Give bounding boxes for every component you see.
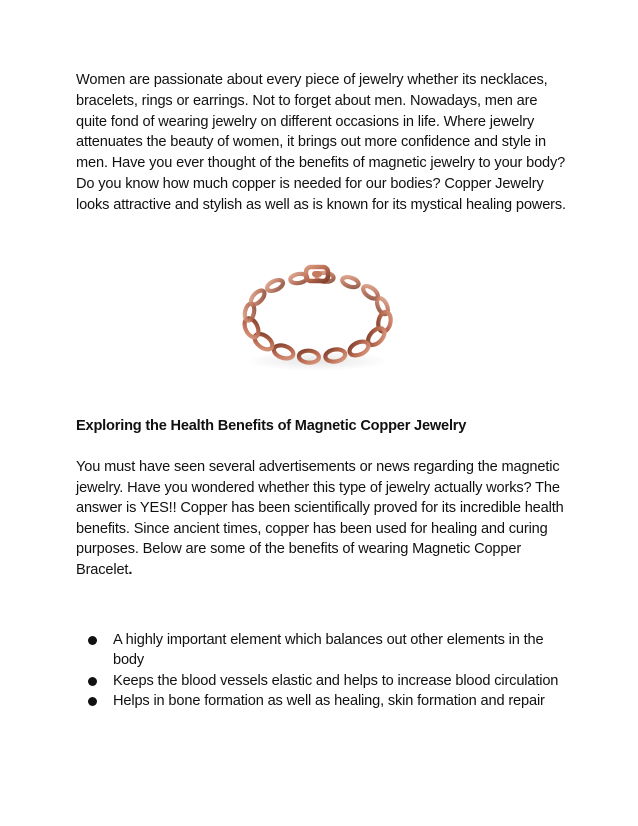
intro-paragraph: Women are passionate about every piece of jewelry whether its necklaces, bracelets, rings or earrings. Not to forget about men. Nowadays, men are quite fond of wearing jewelry on different occasions in life. Where jewelry attenuates the beauty of women, it brings out more confidence and style in men. Have you ever thought of the benefits of magnetic jewelry to your body? Do you know how much copper is needed for our bodies? Copper Jewelry looks attractive and stylish as well as is known for its mystical healing powers.: [76, 72, 566, 213]
copper-bracelet-image: [228, 257, 406, 375]
list-item: [88, 630, 568, 671]
chain-link: [249, 288, 267, 307]
list-item-text: A highly important element which balances out other elements in the body: [113, 632, 544, 669]
list-item-text: Keeps the blood vessels elastic and helps to increase blood circulation: [113, 672, 559, 689]
chain-link: [252, 331, 275, 353]
bullet-icon: [88, 636, 97, 645]
list-item-text: Helps in bone formation as well as healing, skin formation and repair: [113, 693, 545, 710]
list-item: [88, 691, 568, 711]
section-paragraph-period: .: [128, 561, 133, 578]
section-paragraph: [76, 457, 566, 581]
chain-link: [341, 275, 360, 289]
list-item: [88, 671, 568, 691]
benefits-list: [88, 630, 568, 712]
bullet-icon: [88, 677, 97, 686]
section-paragraph-text: You must have seen several advertisements or news regarding the magnetic jewelry. Have you wondered whether this type of jewelry actually works? The answer is YES!! Copper has been scientifically proved for its incredible health benefits. Since ancient times, copper has been used for healing and curing purposes. Below are some of the benefits of wearing Magnetic Copper Bracelet: [76, 459, 564, 578]
bullet-icon: [88, 697, 97, 706]
chain-link: [265, 278, 284, 293]
section-heading: Exploring the Health Benefits of Magnetic Copper Jewelry: [76, 418, 467, 434]
